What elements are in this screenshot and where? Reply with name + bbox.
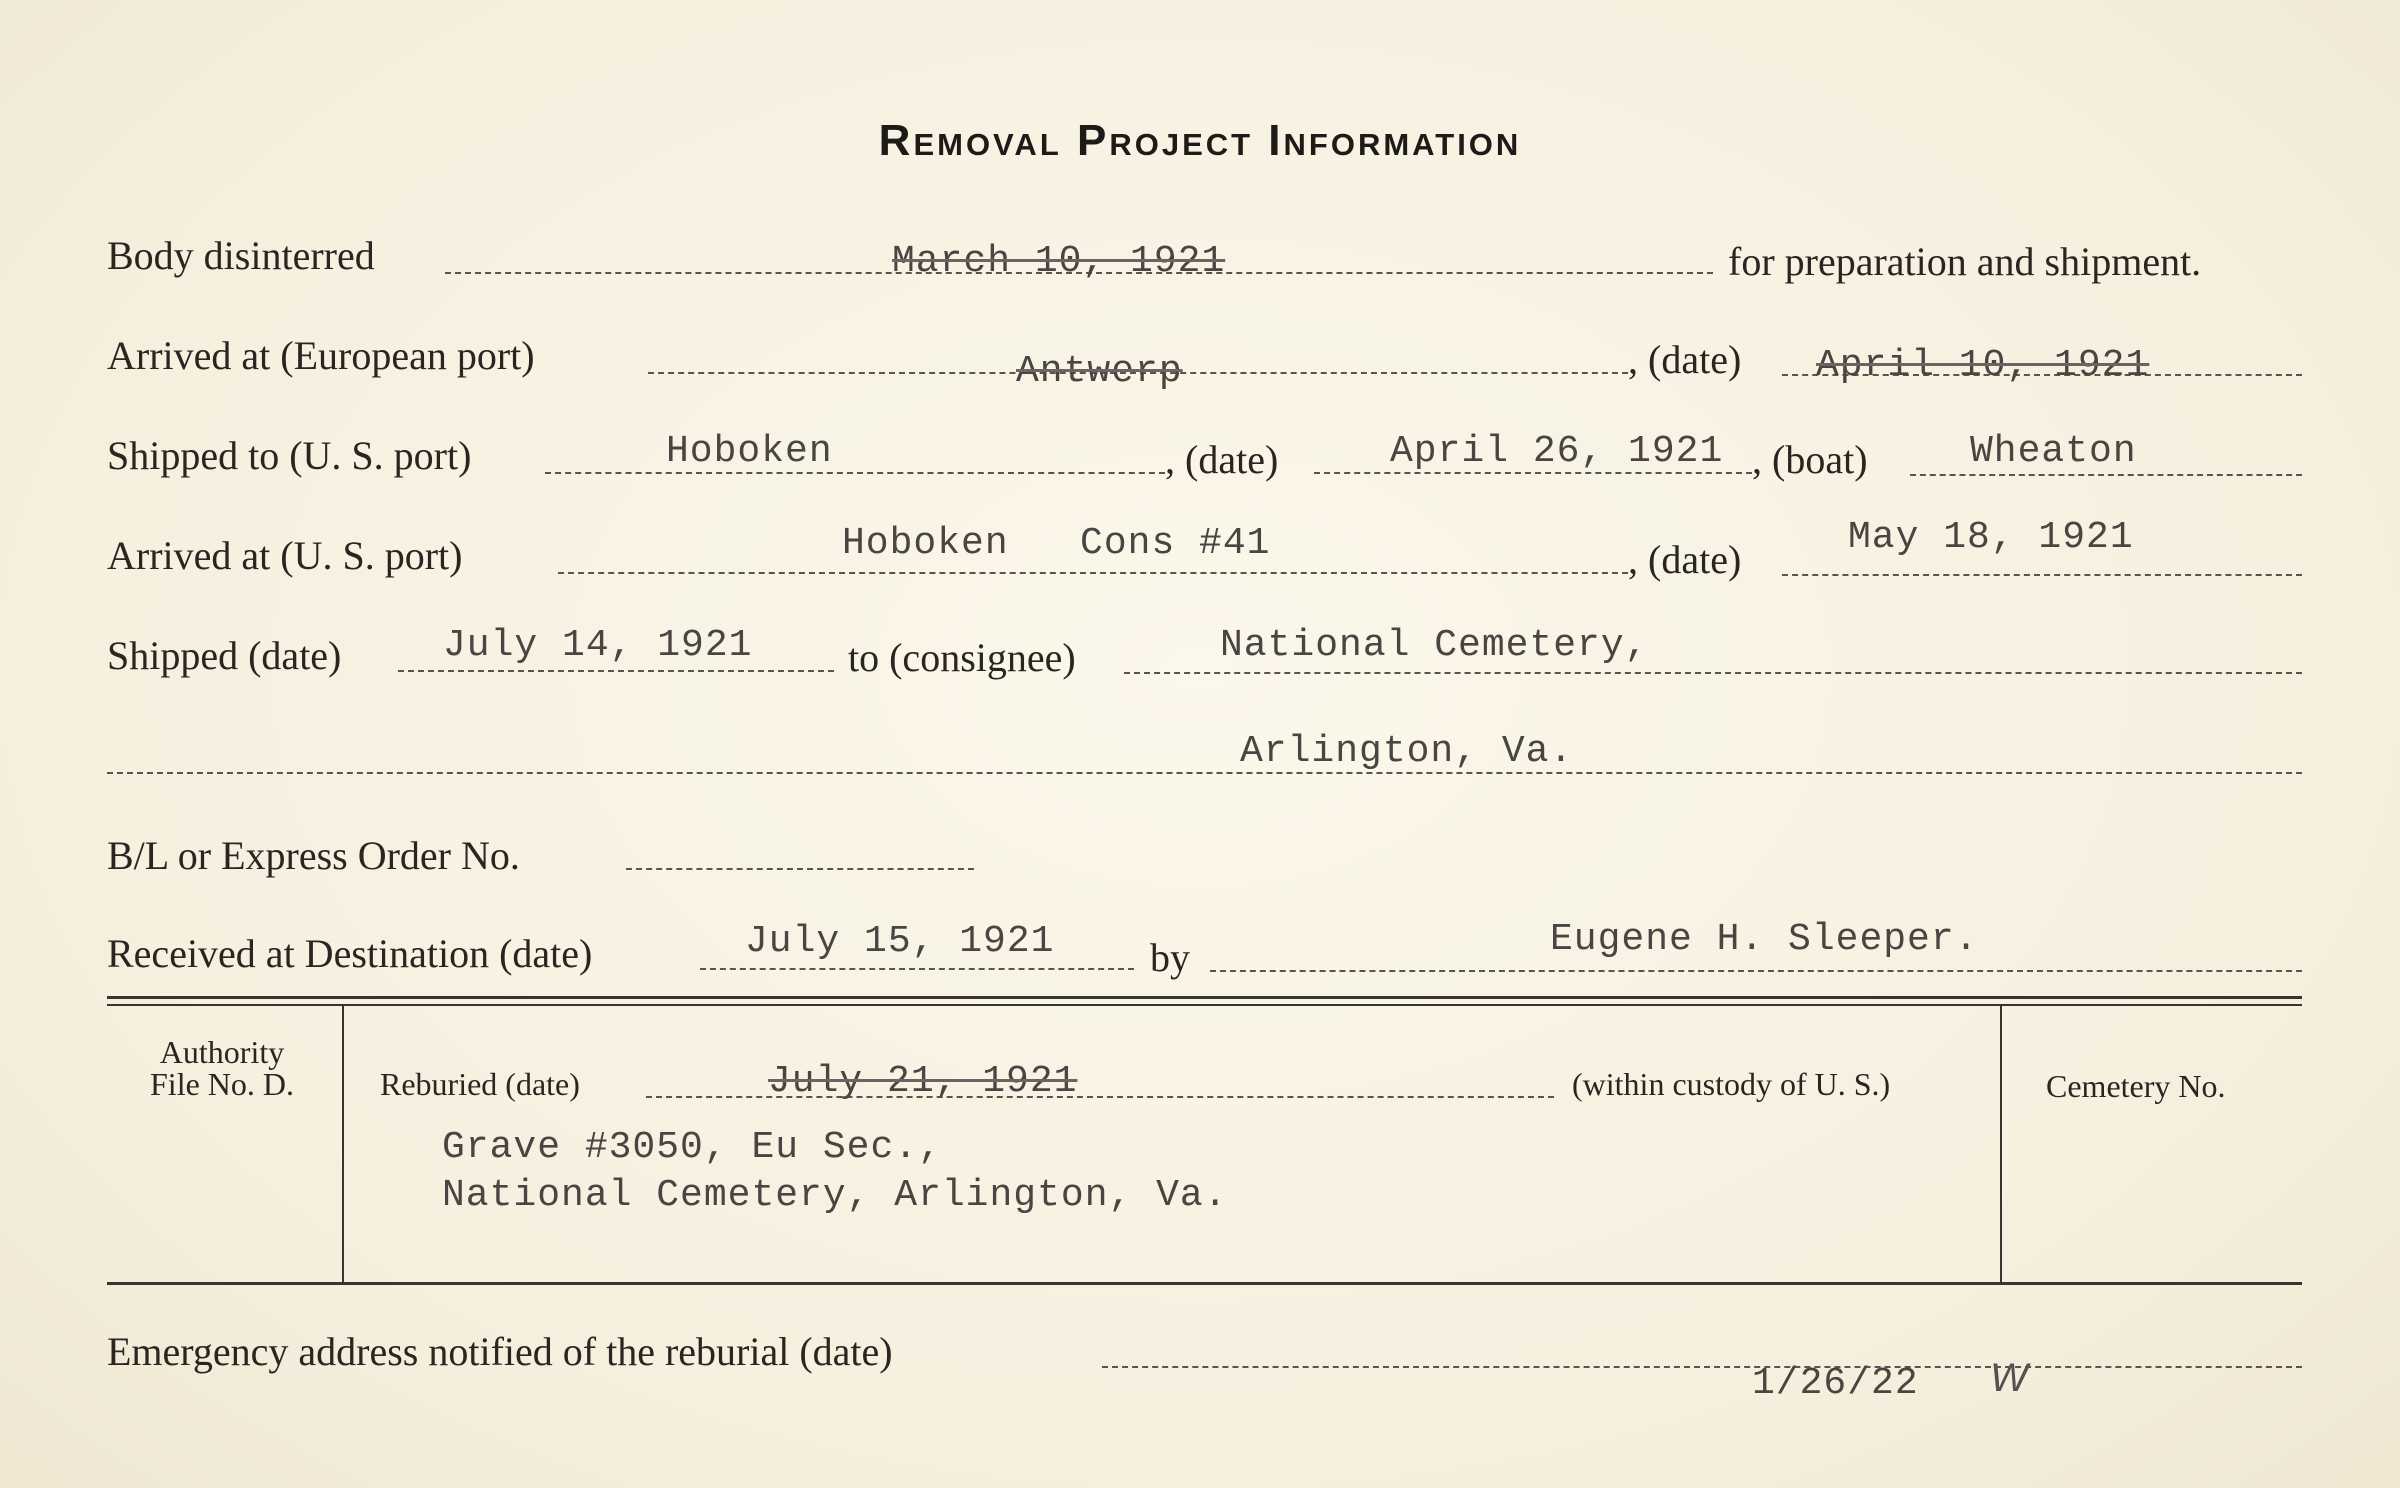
shipped-us-line: [545, 472, 1165, 474]
shipped-us-date-label: , (date): [1165, 437, 1279, 482]
shipped-us-label: Shipped to (U. S. port): [107, 433, 472, 478]
received-by-line: [1210, 970, 2302, 972]
box-divider-left: [342, 1006, 344, 1282]
shipped-us-boat-line: [1910, 474, 2302, 476]
shipped-us-value: Hoboken: [666, 430, 833, 473]
emergency-label: Emergency address notified of the reburial (date): [107, 1329, 893, 1374]
arrived-us-label: Arrived at (U. S. port): [107, 533, 463, 578]
arrived-us-line: [558, 572, 1628, 574]
box-top-rule-2: [107, 1004, 2302, 1006]
consignee-value: National Cemetery,: [1220, 624, 1649, 667]
box-divider-right: [2000, 1006, 2002, 1282]
bl-line: [626, 868, 974, 870]
body-disinterred-suffix: for preparation and shipment.: [1728, 239, 2202, 284]
custody-label: (within custody of U. S.): [1572, 1066, 1891, 1102]
shipped-date-line: [398, 670, 834, 672]
arrived-europe-value: Antwerp: [1016, 350, 1183, 393]
arrived-europe-label: Arrived at (European port): [107, 333, 535, 378]
shipped-date-value: July 14, 1921: [443, 624, 753, 667]
arrived-europe-date-value: April 10, 1921: [1816, 344, 2150, 387]
emergency-line: [1102, 1366, 2302, 1368]
shipped-us-boat-label: , (boat): [1752, 437, 1868, 482]
shipped-date-label: Shipped (date): [107, 633, 342, 678]
grave-line-2: National Cemetery, Arlington, Va.: [442, 1174, 1228, 1217]
arrived-us-date-line: [1782, 574, 2302, 576]
consignee-line: [1124, 672, 2302, 674]
emergency-initials: W: [1990, 1356, 2028, 1400]
received-by-label: by: [1150, 935, 1190, 980]
file-no-label: File No. D.: [150, 1066, 294, 1102]
body-disinterred-value: March 10, 1921: [892, 240, 1226, 283]
cemetery-no-label: Cemetery No.: [2046, 1068, 2226, 1104]
arrived-europe-date-label: , (date): [1628, 337, 1742, 382]
received-line: [700, 968, 1134, 970]
arrived-us-date-value: May 18, 1921: [1848, 516, 2134, 559]
consignee-line-2: [107, 772, 2302, 774]
emergency-value: 1/26/22: [1752, 1362, 1919, 1405]
arrived-us-value: Hoboken Cons #41: [842, 522, 1271, 565]
arrived-us-date-label: , (date): [1628, 537, 1742, 582]
box-bottom-rule: [107, 1282, 2302, 1285]
received-by-value: Eugene H. Sleeper.: [1550, 918, 1979, 961]
shipped-us-boat-value: Wheaton: [1970, 430, 2137, 473]
received-label: Received at Destination (date): [107, 931, 593, 976]
consignee-value-2: Arlington, Va.: [1240, 730, 1574, 773]
body-disinterred-label: Body disinterred: [107, 233, 375, 278]
reburied-value: July 21, 1921: [768, 1060, 1078, 1103]
grave-line-1: Grave #3050, Eu Sec.,: [442, 1126, 942, 1169]
box-top-rule: [107, 996, 2302, 999]
reburied-label: Reburied (date): [380, 1066, 580, 1102]
received-value: July 15, 1921: [745, 920, 1055, 963]
authority-label: Authority: [159, 1034, 285, 1070]
shipped-us-date-value: April 26, 1921: [1390, 430, 1724, 473]
page-title: Removal Project Information: [878, 116, 1522, 165]
bl-label: B/L or Express Order No.: [107, 833, 520, 878]
consignee-label: to (consignee): [848, 635, 1076, 680]
